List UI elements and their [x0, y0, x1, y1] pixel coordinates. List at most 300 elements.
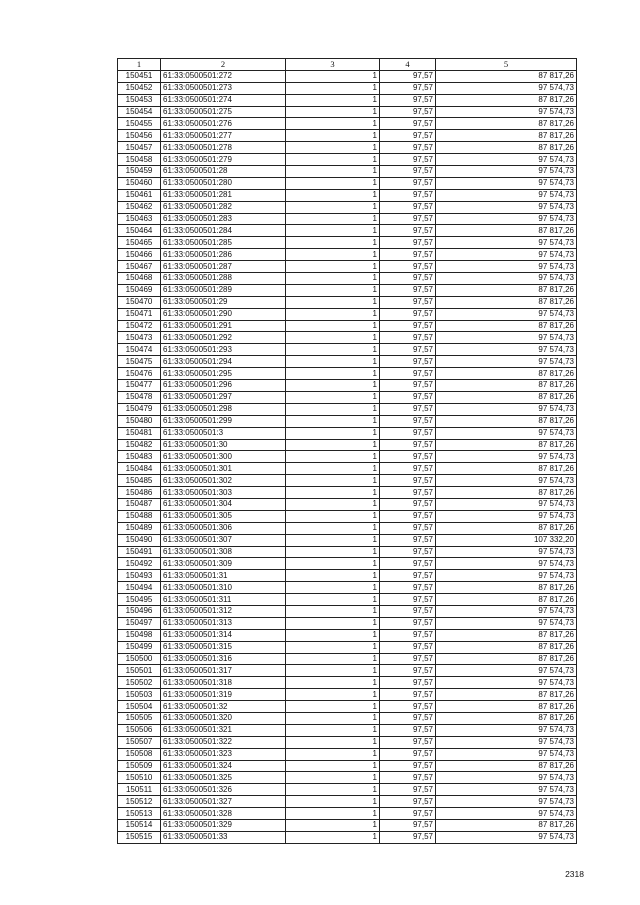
table-row	[118, 498, 577, 510]
area-cell: 97,57	[380, 641, 436, 653]
cadastral-number-cell: 61:33:0500501:31	[161, 570, 286, 582]
row-number-cell: 150466	[118, 249, 161, 261]
page-number: 2318	[565, 869, 584, 879]
data-table	[117, 58, 577, 844]
row-number-cell: 150465	[118, 237, 161, 249]
cadastral-number-cell: 61:33:0500501:287	[161, 261, 286, 273]
column-header-3: 3	[286, 59, 380, 71]
area-cell: 97,57	[380, 380, 436, 392]
value-cell: 87 817,26	[436, 629, 577, 641]
cadastral-number-cell: 61:33:0500501:33	[161, 831, 286, 843]
table-row	[118, 605, 577, 617]
quantity-cell: 1	[286, 653, 380, 665]
row-number-cell: 150456	[118, 130, 161, 142]
quantity-cell: 1	[286, 534, 380, 546]
row-number-cell: 150510	[118, 772, 161, 784]
row-number-cell: 150461	[118, 189, 161, 201]
cadastral-number-cell: 61:33:0500501:311	[161, 594, 286, 606]
quantity-cell: 1	[286, 570, 380, 582]
area-cell: 97,57	[380, 391, 436, 403]
table-row	[118, 237, 577, 249]
table-row	[118, 831, 577, 843]
quantity-cell: 1	[286, 522, 380, 534]
area-cell: 97,57	[380, 439, 436, 451]
row-number-cell: 150469	[118, 284, 161, 296]
quantity-cell: 1	[286, 320, 380, 332]
table-row	[118, 748, 577, 760]
row-number-cell: 150484	[118, 463, 161, 475]
row-number-cell: 150462	[118, 201, 161, 213]
quantity-cell: 1	[286, 273, 380, 285]
row-number-cell: 150503	[118, 689, 161, 701]
cadastral-number-cell: 61:33:0500501:318	[161, 677, 286, 689]
row-number-cell: 150512	[118, 796, 161, 808]
table-row	[118, 665, 577, 677]
row-number-cell: 150508	[118, 748, 161, 760]
header-row	[118, 59, 577, 71]
area-cell: 97,57	[380, 701, 436, 713]
table-row	[118, 487, 577, 499]
row-number-cell: 150509	[118, 760, 161, 772]
quantity-cell: 1	[286, 403, 380, 415]
quantity-cell: 1	[286, 237, 380, 249]
quantity-cell: 1	[286, 451, 380, 463]
row-number-cell: 150499	[118, 641, 161, 653]
row-number-cell: 150480	[118, 415, 161, 427]
table-row	[118, 808, 577, 820]
cadastral-number-cell: 61:33:0500501:29	[161, 296, 286, 308]
table-row	[118, 284, 577, 296]
value-cell: 87 817,26	[436, 118, 577, 130]
cadastral-number-cell: 61:33:0500501:277	[161, 130, 286, 142]
area-cell: 97,57	[380, 653, 436, 665]
value-cell: 87 817,26	[436, 284, 577, 296]
area-cell: 97,57	[380, 796, 436, 808]
cadastral-number-cell: 61:33:0500501:297	[161, 391, 286, 403]
area-cell: 97,57	[380, 106, 436, 118]
row-number-cell: 150492	[118, 558, 161, 570]
row-number-cell: 150467	[118, 261, 161, 273]
area-cell: 97,57	[380, 772, 436, 784]
value-cell: 87 817,26	[436, 296, 577, 308]
area-cell: 97,57	[380, 320, 436, 332]
cadastral-number-cell: 61:33:0500501:308	[161, 546, 286, 558]
area-cell: 97,57	[380, 522, 436, 534]
row-number-cell: 150473	[118, 332, 161, 344]
quantity-cell: 1	[286, 356, 380, 368]
quantity-cell: 1	[286, 558, 380, 570]
area-cell: 97,57	[380, 582, 436, 594]
area-cell: 97,57	[380, 748, 436, 760]
area-cell: 97,57	[380, 712, 436, 724]
value-cell: 87 817,26	[436, 594, 577, 606]
table-row	[118, 427, 577, 439]
cadastral-number-cell: 61:33:0500501:284	[161, 225, 286, 237]
quantity-cell: 1	[286, 665, 380, 677]
value-cell: 97 574,73	[436, 332, 577, 344]
cadastral-number-cell: 61:33:0500501:302	[161, 475, 286, 487]
quantity-cell: 1	[286, 439, 380, 451]
quantity-cell: 1	[286, 689, 380, 701]
area-cell: 97,57	[380, 142, 436, 154]
area-cell: 97,57	[380, 451, 436, 463]
row-number-cell: 150478	[118, 391, 161, 403]
cadastral-number-cell: 61:33:0500501:319	[161, 689, 286, 701]
table-row	[118, 332, 577, 344]
cadastral-number-cell: 61:33:0500501:310	[161, 582, 286, 594]
quantity-cell: 1	[286, 213, 380, 225]
row-number-cell: 150457	[118, 142, 161, 154]
value-cell: 97 574,73	[436, 558, 577, 570]
value-cell: 97 574,73	[436, 261, 577, 273]
row-number-cell: 150490	[118, 534, 161, 546]
cadastral-number-cell: 61:33:0500501:314	[161, 629, 286, 641]
value-cell: 87 817,26	[436, 391, 577, 403]
quantity-cell: 1	[286, 249, 380, 261]
cadastral-number-cell: 61:33:0500501:276	[161, 118, 286, 130]
area-cell: 97,57	[380, 629, 436, 641]
area-cell: 97,57	[380, 284, 436, 296]
value-cell: 87 817,26	[436, 142, 577, 154]
value-cell: 87 817,26	[436, 380, 577, 392]
row-number-cell: 150458	[118, 154, 161, 166]
quantity-cell: 1	[286, 772, 380, 784]
cadastral-number-cell: 61:33:0500501:305	[161, 510, 286, 522]
row-number-cell: 150504	[118, 701, 161, 713]
quantity-cell: 1	[286, 617, 380, 629]
row-number-cell: 150452	[118, 82, 161, 94]
cadastral-number-cell: 61:33:0500501:283	[161, 213, 286, 225]
row-number-cell: 150506	[118, 724, 161, 736]
cadastral-number-cell: 61:33:0500501:307	[161, 534, 286, 546]
cadastral-number-cell: 61:33:0500501:295	[161, 368, 286, 380]
table-row	[118, 177, 577, 189]
column-header-4: 4	[380, 59, 436, 71]
area-cell: 97,57	[380, 820, 436, 832]
area-cell: 97,57	[380, 736, 436, 748]
value-cell: 87 817,26	[436, 130, 577, 142]
quantity-cell: 1	[286, 736, 380, 748]
table-row	[118, 130, 577, 142]
row-number-cell: 150513	[118, 808, 161, 820]
value-cell: 97 574,73	[436, 106, 577, 118]
cadastral-number-cell: 61:33:0500501:325	[161, 772, 286, 784]
table-row	[118, 641, 577, 653]
quantity-cell: 1	[286, 605, 380, 617]
cadastral-number-cell: 61:33:0500501:329	[161, 820, 286, 832]
area-cell: 97,57	[380, 154, 436, 166]
quantity-cell: 1	[286, 677, 380, 689]
value-cell: 97 574,73	[436, 237, 577, 249]
area-cell: 97,57	[380, 665, 436, 677]
cadastral-number-cell: 61:33:0500501:312	[161, 605, 286, 617]
quantity-cell: 1	[286, 415, 380, 427]
value-cell: 97 574,73	[436, 189, 577, 201]
area-cell: 97,57	[380, 130, 436, 142]
cadastral-number-cell: 61:33:0500501:296	[161, 380, 286, 392]
quantity-cell: 1	[286, 760, 380, 772]
area-cell: 97,57	[380, 784, 436, 796]
row-number-cell: 150459	[118, 166, 161, 178]
table-row	[118, 308, 577, 320]
row-number-cell: 150514	[118, 820, 161, 832]
row-number-cell: 150455	[118, 118, 161, 130]
table-row	[118, 582, 577, 594]
row-number-cell: 150460	[118, 177, 161, 189]
table-row	[118, 225, 577, 237]
cadastral-number-cell: 61:33:0500501:313	[161, 617, 286, 629]
row-number-cell: 150496	[118, 605, 161, 617]
table-row	[118, 736, 577, 748]
table-row	[118, 772, 577, 784]
value-cell: 87 817,26	[436, 641, 577, 653]
row-number-cell: 150491	[118, 546, 161, 558]
quantity-cell: 1	[286, 701, 380, 713]
table-row	[118, 82, 577, 94]
quantity-cell: 1	[286, 142, 380, 154]
value-cell: 87 817,26	[436, 820, 577, 832]
quantity-cell: 1	[286, 82, 380, 94]
cadastral-number-cell: 61:33:0500501:279	[161, 154, 286, 166]
table-row	[118, 534, 577, 546]
area-cell: 97,57	[380, 201, 436, 213]
area-cell: 97,57	[380, 82, 436, 94]
cadastral-number-cell: 61:33:0500501:289	[161, 284, 286, 296]
table-body	[118, 70, 577, 843]
value-cell: 97 574,73	[436, 154, 577, 166]
cadastral-number-cell: 61:33:0500501:272	[161, 70, 286, 82]
table-row	[118, 201, 577, 213]
row-number-cell: 150502	[118, 677, 161, 689]
quantity-cell: 1	[286, 796, 380, 808]
value-cell: 97 574,73	[436, 784, 577, 796]
area-cell: 97,57	[380, 344, 436, 356]
area-cell: 97,57	[380, 368, 436, 380]
table-row	[118, 510, 577, 522]
table-row	[118, 594, 577, 606]
quantity-cell: 1	[286, 106, 380, 118]
table-row	[118, 391, 577, 403]
cadastral-number-cell: 61:33:0500501:288	[161, 273, 286, 285]
cadastral-number-cell: 61:33:0500501:3	[161, 427, 286, 439]
quantity-cell: 1	[286, 308, 380, 320]
column-header-1: 1	[118, 59, 161, 71]
row-number-cell: 150468	[118, 273, 161, 285]
row-number-cell: 150474	[118, 344, 161, 356]
quantity-cell: 1	[286, 368, 380, 380]
table-row	[118, 380, 577, 392]
area-cell: 97,57	[380, 808, 436, 820]
cadastral-number-cell: 61:33:0500501:321	[161, 724, 286, 736]
cadastral-number-cell: 61:33:0500501:282	[161, 201, 286, 213]
quantity-cell: 1	[286, 189, 380, 201]
cadastral-number-cell: 61:33:0500501:327	[161, 796, 286, 808]
area-cell: 97,57	[380, 605, 436, 617]
column-header-5: 5	[436, 59, 577, 71]
area-cell: 97,57	[380, 570, 436, 582]
table-row	[118, 677, 577, 689]
area-cell: 97,57	[380, 356, 436, 368]
area-cell: 97,57	[380, 760, 436, 772]
value-cell: 97 574,73	[436, 475, 577, 487]
value-cell: 97 574,73	[436, 748, 577, 760]
value-cell: 97 574,73	[436, 665, 577, 677]
value-cell: 97 574,73	[436, 808, 577, 820]
value-cell: 87 817,26	[436, 225, 577, 237]
value-cell: 97 574,73	[436, 356, 577, 368]
area-cell: 97,57	[380, 558, 436, 570]
value-cell: 97 574,73	[436, 796, 577, 808]
quantity-cell: 1	[286, 748, 380, 760]
cadastral-number-cell: 61:33:0500501:317	[161, 665, 286, 677]
cadastral-number-cell: 61:33:0500501:286	[161, 249, 286, 261]
quantity-cell: 1	[286, 546, 380, 558]
table-row	[118, 439, 577, 451]
table-row	[118, 712, 577, 724]
row-number-cell: 150463	[118, 213, 161, 225]
value-cell: 97 574,73	[436, 510, 577, 522]
quantity-cell: 1	[286, 808, 380, 820]
table-row	[118, 296, 577, 308]
value-cell: 107 332,20	[436, 534, 577, 546]
row-number-cell: 150479	[118, 403, 161, 415]
row-number-cell: 150482	[118, 439, 161, 451]
quantity-cell: 1	[286, 820, 380, 832]
row-number-cell: 150486	[118, 487, 161, 499]
table-row	[118, 213, 577, 225]
cadastral-number-cell: 61:33:0500501:300	[161, 451, 286, 463]
area-cell: 97,57	[380, 308, 436, 320]
cadastral-number-cell: 61:33:0500501:323	[161, 748, 286, 760]
cadastral-number-cell: 61:33:0500501:292	[161, 332, 286, 344]
value-cell: 87 817,26	[436, 653, 577, 665]
area-cell: 97,57	[380, 534, 436, 546]
row-number-cell: 150505	[118, 712, 161, 724]
area-cell: 97,57	[380, 510, 436, 522]
table-row	[118, 451, 577, 463]
table-row	[118, 546, 577, 558]
table-row	[118, 689, 577, 701]
table-row	[118, 570, 577, 582]
value-cell: 87 817,26	[436, 439, 577, 451]
table-row	[118, 415, 577, 427]
row-number-cell: 150495	[118, 594, 161, 606]
cadastral-number-cell: 61:33:0500501:280	[161, 177, 286, 189]
table-row	[118, 118, 577, 130]
area-cell: 97,57	[380, 166, 436, 178]
quantity-cell: 1	[286, 332, 380, 344]
cadastral-number-cell: 61:33:0500501:316	[161, 653, 286, 665]
quantity-cell: 1	[286, 629, 380, 641]
value-cell: 97 574,73	[436, 724, 577, 736]
value-cell: 97 574,73	[436, 772, 577, 784]
row-number-cell: 150489	[118, 522, 161, 534]
quantity-cell: 1	[286, 284, 380, 296]
quantity-cell: 1	[286, 498, 380, 510]
value-cell: 97 574,73	[436, 403, 577, 415]
table-row	[118, 344, 577, 356]
cadastral-number-cell: 61:33:0500501:274	[161, 94, 286, 106]
table-row	[118, 463, 577, 475]
table-row	[118, 522, 577, 534]
area-cell: 97,57	[380, 546, 436, 558]
table-row	[118, 558, 577, 570]
quantity-cell: 1	[286, 154, 380, 166]
value-cell: 87 817,26	[436, 368, 577, 380]
value-cell: 87 817,26	[436, 522, 577, 534]
row-number-cell: 150481	[118, 427, 161, 439]
row-number-cell: 150498	[118, 629, 161, 641]
area-cell: 97,57	[380, 831, 436, 843]
cadastral-number-cell: 61:33:0500501:304	[161, 498, 286, 510]
quantity-cell: 1	[286, 510, 380, 522]
quantity-cell: 1	[286, 94, 380, 106]
row-number-cell: 150453	[118, 94, 161, 106]
table-row	[118, 94, 577, 106]
area-cell: 97,57	[380, 296, 436, 308]
table-row	[118, 70, 577, 82]
value-cell: 87 817,26	[436, 582, 577, 594]
cadastral-number-cell: 61:33:0500501:28	[161, 166, 286, 178]
quantity-cell: 1	[286, 641, 380, 653]
row-number-cell: 150515	[118, 831, 161, 843]
row-number-cell: 150494	[118, 582, 161, 594]
cadastral-number-cell: 61:33:0500501:32	[161, 701, 286, 713]
row-number-cell: 150472	[118, 320, 161, 332]
value-cell: 87 817,26	[436, 94, 577, 106]
value-cell: 97 574,73	[436, 308, 577, 320]
quantity-cell: 1	[286, 391, 380, 403]
value-cell: 97 574,73	[436, 451, 577, 463]
area-cell: 97,57	[380, 261, 436, 273]
cadastral-number-cell: 61:33:0500501:278	[161, 142, 286, 154]
value-cell: 97 574,73	[436, 249, 577, 261]
area-cell: 97,57	[380, 118, 436, 130]
quantity-cell: 1	[286, 724, 380, 736]
table-row	[118, 166, 577, 178]
value-cell: 97 574,73	[436, 605, 577, 617]
row-number-cell: 150488	[118, 510, 161, 522]
quantity-cell: 1	[286, 831, 380, 843]
value-cell: 87 817,26	[436, 320, 577, 332]
cadastral-number-cell: 61:33:0500501:303	[161, 487, 286, 499]
area-cell: 97,57	[380, 273, 436, 285]
table-row	[118, 617, 577, 629]
value-cell: 87 817,26	[436, 760, 577, 772]
cadastral-number-cell: 61:33:0500501:30	[161, 439, 286, 451]
cadastral-number-cell: 61:33:0500501:298	[161, 403, 286, 415]
area-cell: 97,57	[380, 415, 436, 427]
area-cell: 97,57	[380, 487, 436, 499]
column-header-2: 2	[161, 59, 286, 71]
area-cell: 97,57	[380, 724, 436, 736]
quantity-cell: 1	[286, 582, 380, 594]
cadastral-number-cell: 61:33:0500501:309	[161, 558, 286, 570]
quantity-cell: 1	[286, 261, 380, 273]
table-row	[118, 368, 577, 380]
table-row	[118, 701, 577, 713]
area-cell: 97,57	[380, 332, 436, 344]
cadastral-number-cell: 61:33:0500501:290	[161, 308, 286, 320]
quantity-cell: 1	[286, 177, 380, 189]
table-row	[118, 796, 577, 808]
value-cell: 87 817,26	[436, 689, 577, 701]
table-row	[118, 106, 577, 118]
value-cell: 97 574,73	[436, 82, 577, 94]
value-cell: 97 574,73	[436, 427, 577, 439]
row-number-cell: 150493	[118, 570, 161, 582]
area-cell: 97,57	[380, 427, 436, 439]
